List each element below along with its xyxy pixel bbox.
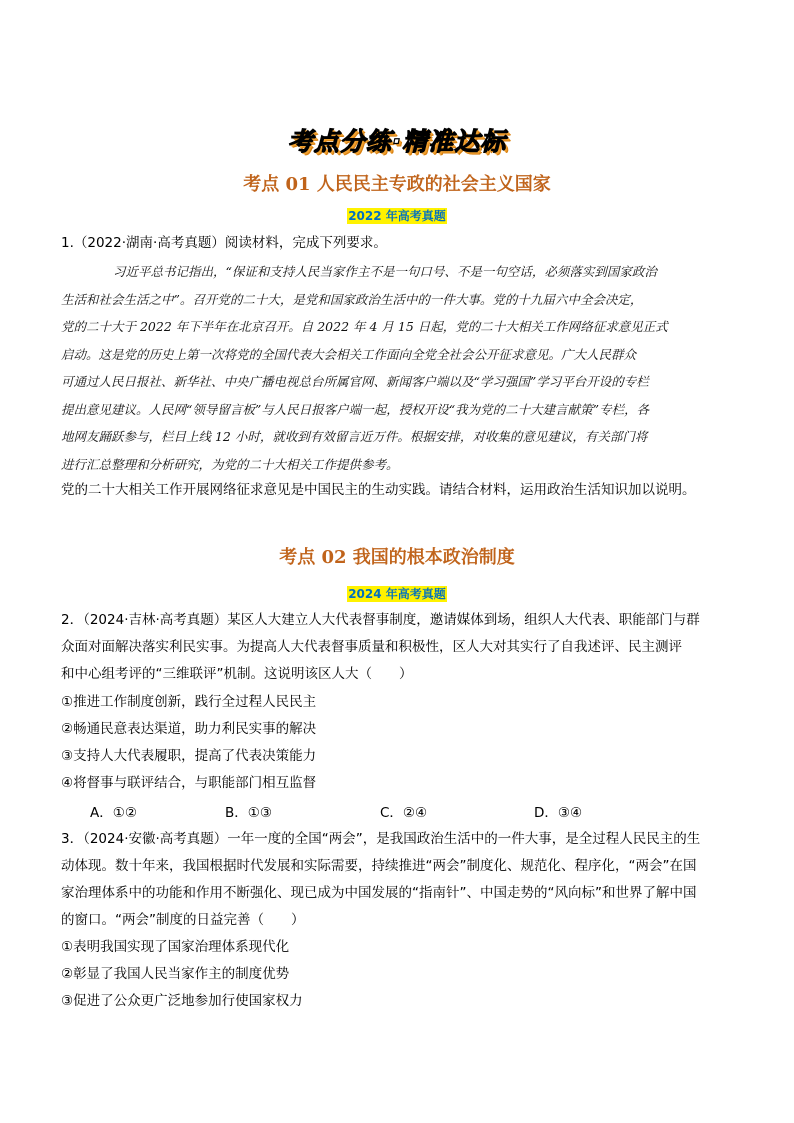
question-1-prompt: 党的二十大相关工作开展网络征求意见是中国民主的生动实践。请结合材料，运用政治生活知识加以说明。 <box>61 482 696 498</box>
stem-line: 2．（2024·吉林·高考真题）某区人大建立人大代表督事制度，邀请媒体到场，组织人大代表、职能部门与群 <box>61 612 700 628</box>
material-line: 启动。这是党的历史上第一次将党的全国代表大会相关工作面向全党全社会公开征求意见。广大人民群众 <box>61 346 637 362</box>
stem-line: 和中心组考评的“三维联评”机制。这说明该区人大（ ） <box>61 666 413 682</box>
question-3-stem <box>61 826 741 934</box>
question-2-option-4: ④将督事与联评结合，与职能部门相互监督 <box>61 775 317 791</box>
material-line: 可通过人民日报社、新华社、中央广播电视总台所属官网、新闻客户端以及“学习强国”学习平台开设的专栏 <box>61 374 649 389</box>
question-1-stem: 1.（2022·湖南·高考真题）阅读材料，完成下列要求。 <box>61 235 387 251</box>
material-line: 地网友踊跃参与，栏目上线 12 小时，就收到有效留言近万件。根据安排，对收集的意见建议，有关部门将 <box>61 429 648 444</box>
material-line: 进行汇总整理和分析研究，为党的二十大相关工作提供参考。 <box>61 456 399 472</box>
choice-b[interactable]: B．①③ <box>225 805 272 821</box>
material-line: 党的二十大于 2022 年下半年在北京召开。自 2022 年 4 月 15 日起，党的二十大相关工作网络征求意见正式 <box>61 319 668 334</box>
page-title: 考点分练·精准达标 <box>287 127 507 156</box>
stem-line: 家治理体系中的功能和作用不断强化、现已成为中国发展的“指南针”、中国走势的“风向标”和世界了解中国 <box>61 885 697 901</box>
section-2-title: 考点 02 我国的根本政治制度 <box>279 547 515 568</box>
year-badge-label: 2024 年高考真题 <box>348 587 446 601</box>
material-line: 习近平总书记指出，“保证和支持人民当家作主不是一句口号、不是一句空话，必须落实到国家政治 <box>113 264 657 279</box>
question-3-option-1: ①表明我国实现了国家治理体系现代化 <box>61 939 290 955</box>
question-2-option-1: ①推进工作制度创新，践行全过程人民民主 <box>61 694 317 710</box>
section-2-year-badge <box>0 583 794 602</box>
question-2-choices <box>90 801 730 821</box>
question-2-option-3: ③支持人大代表履职，提高了代表决策能力 <box>61 748 317 764</box>
choice-a[interactable]: A．①② <box>90 805 137 821</box>
stem-line: 动体现。数十年来，我国根据时代发展和实际需要，持续推进“两会”制度化、规范化、程序化，“两会”在国 <box>61 858 697 874</box>
question-3-option-2: ②彰显了我国人民当家作主的制度优势 <box>61 966 290 982</box>
section-1-year-badge <box>0 205 794 224</box>
choice-c[interactable]: C．②④ <box>380 805 428 821</box>
section-1-title: 考点 01 人民民主专政的社会主义国家 <box>243 174 551 195</box>
material-line: 提出意见建议。人民网“领导留言板”与人民日报客户端一起，授权开设“我为党的二十大建言献策”专栏，各 <box>61 401 650 417</box>
question-3-option-3: ③促进了公众更广泛地参加行使国家权力 <box>61 993 303 1009</box>
choice-d[interactable]: D．③④ <box>534 805 583 821</box>
stem-line: 3．（2024·安徽·高考真题）一年一度的全国“两会”，是我国政治生活中的一件大事，是全过程人民民主的生 <box>61 831 701 847</box>
stem-line: 的窗口。“两会”制度的日益完善（ ） <box>61 912 305 928</box>
question-2-stem <box>61 607 741 688</box>
year-badge-label: 2022 年高考真题 <box>348 209 446 223</box>
question-2-option-2: ②畅通民意表达渠道，助力利民实事的解决 <box>61 721 317 737</box>
question-1-material <box>61 258 741 478</box>
stem-line: 众面对面解决落实利民实事。为提高人大代表督事质量和积极性，区人大对其实行了自我述评、民主测评 <box>61 639 682 655</box>
material-line: 生活和社会生活之中”。召开党的二十大，是党和国家政治生活中的一件大事。党的十九届六中全会决定， <box>61 291 643 307</box>
